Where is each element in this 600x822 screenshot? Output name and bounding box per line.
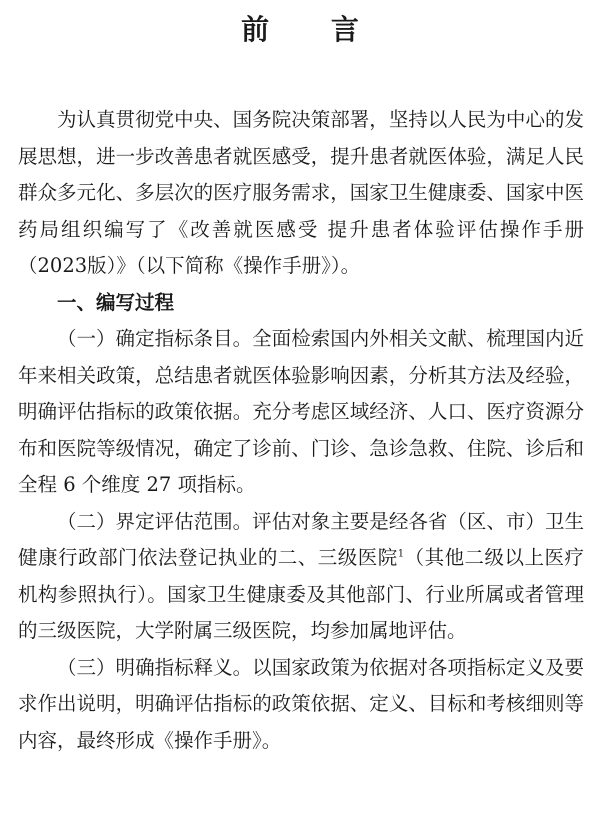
intro-paragraph: 为认真贯彻党中央、国务院决策部署，坚持以人民为中心的发展思想，进一步改善患者就医感受，提升患者就医体验，满足人民群众多元化、多层次的医疗服务需求，国家卫生健康委、国家中医药局组织编写了《改善就医感受 提升患者体验评估操作手册（2023版）》（以下简称《操作手册》）。 <box>18 108 584 277</box>
document-body <box>18 102 584 759</box>
item-2-text-after: （其他二级以上医疗机构参照执行）。国家卫生健康委及其他部门、行业所属或者管理的三级医院，大学附属三级医院，均参加属地评估。 <box>18 546 584 642</box>
item-2-text-before: （二）界定评估范围。评估对象主要是经各省（区、市）卫生健康行政部门依法登记执业的二、三级医院 <box>18 509 584 569</box>
page-title: 前 言 <box>241 13 385 46</box>
item-3-paragraph: （三）明确指标释义。以国家政策为依据对各项指标定义及要求作出说明，明确评估指标的政策依据、定义、目标和考核细则等内容，最终形成《操作手册》。 <box>18 655 584 752</box>
footnote-marker: 1 <box>397 548 405 560</box>
section-heading: 一、编写过程 <box>57 290 175 314</box>
item-2-paragraph <box>18 504 584 650</box>
item-1-paragraph: （一）确定指标条目。全面检索国内外相关文献、梳理国内近年来相关政策，总结患者就医体验影响因素，分析其方法及经验，明确评估指标的政策依据。充分考虑区域经济、人口、医疗资源分布和医院等级情况，确定了诊前、门诊、急诊急救、住院、诊后和全程 6 个维度 27 项指标。 <box>18 327 584 496</box>
